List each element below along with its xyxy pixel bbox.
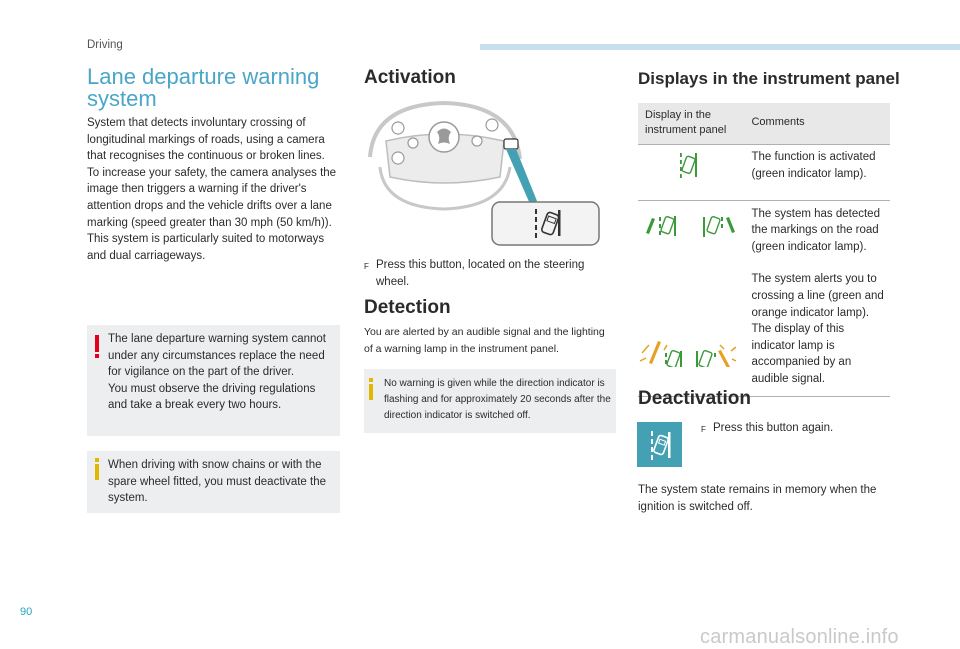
info-text: When driving with snow chains or with the spare wheel fitted, you must deactivate the system. bbox=[108, 459, 326, 505]
activation-step-text: Press this button, located on the steering wheel. bbox=[376, 259, 585, 288]
intro-paragraph-3: This system is particularly suited to motorways and dual carriageways. bbox=[87, 233, 325, 262]
table-header-comments: Comments bbox=[744, 103, 890, 145]
lane-button-icon[interactable] bbox=[637, 422, 682, 467]
bullet-icon: F bbox=[364, 262, 369, 271]
warning-line-1: The lane departure warning system cannot under any circumstances replace the need for vigilance on the part of the driver. bbox=[108, 333, 326, 379]
page-number: 90 bbox=[20, 606, 33, 618]
intro-paragraph-1: System that detects involuntary crossing of longitudinal markings of roads, using a camera that recognises the continuous or broken lines. bbox=[87, 117, 325, 163]
activation-step bbox=[364, 257, 604, 290]
lane-alert-right-icon bbox=[696, 345, 736, 367]
intro-paragraph-2: To increase your safety, the camera analyses the image then triggers a warning if the driver's attention drops and the vehicle drifts over a lane marking (speed greater than 30 mph (50 km/h)). bbox=[87, 166, 337, 229]
table-row bbox=[638, 200, 744, 396]
intro-text bbox=[87, 115, 345, 264]
lane-marks-left-icon bbox=[646, 216, 676, 236]
displays-title: Displays in the instrument panel bbox=[638, 69, 900, 88]
displays-table bbox=[638, 103, 890, 397]
detection-title: Detection bbox=[364, 297, 451, 318]
section-label: Driving bbox=[87, 39, 123, 51]
warning-text bbox=[108, 331, 333, 414]
info-i-icon bbox=[95, 458, 99, 480]
detection-text: You are alerted by an audible signal and the lighting of a warning lamp in the instrument panel. bbox=[364, 326, 605, 355]
detection-note-text: No warning is given while the direction indicator is flashing and for approximately 20 seconds after the direction indicator is switched off. bbox=[384, 378, 611, 421]
page-title: Lane departure warning system bbox=[87, 64, 320, 111]
table-header-display: Display in the instrument panel bbox=[638, 103, 744, 145]
lane-marks-right-icon bbox=[703, 216, 735, 237]
table-comment-1: The function is activated (green indicator lamp). bbox=[744, 145, 890, 201]
warning-exclamation-icon bbox=[95, 335, 100, 359]
bullet-icon: F bbox=[701, 425, 706, 434]
info-i-icon bbox=[369, 378, 373, 400]
steering-wheel-figure bbox=[364, 97, 604, 249]
deactivation-step-text: Press this button again. bbox=[713, 422, 834, 434]
lane-active-green-icon bbox=[638, 145, 736, 194]
lane-detected-green-icon bbox=[638, 201, 736, 367]
steering-wheel-icon bbox=[370, 103, 537, 209]
deactivation-title: Deactivation bbox=[638, 388, 751, 409]
table-comment-3: The system alerts you to crossing a line (green and orange indicator lamp). The display of this indicator lamp is accompanied by an audible signal. bbox=[751, 273, 884, 385]
watermark: carmanualsonline.info bbox=[700, 626, 899, 648]
table-comment-2: The system has detected the markings on the road (green indicator lamp). bbox=[751, 207, 880, 253]
deactivation-text: The system state remains in memory when the ignition is switched off. bbox=[638, 484, 877, 513]
activation-title: Activation bbox=[364, 67, 456, 88]
lane-alert-left-icon bbox=[640, 341, 682, 367]
lane-button-zoom bbox=[492, 202, 599, 245]
table-header-row bbox=[638, 103, 890, 145]
lane-departure-icon bbox=[637, 422, 682, 467]
header-bar bbox=[480, 44, 960, 50]
table-row bbox=[638, 145, 890, 201]
warning-line-2: You must observe the driving regulations and take a break every two hours. bbox=[108, 382, 316, 412]
deactivation-step bbox=[701, 420, 881, 439]
